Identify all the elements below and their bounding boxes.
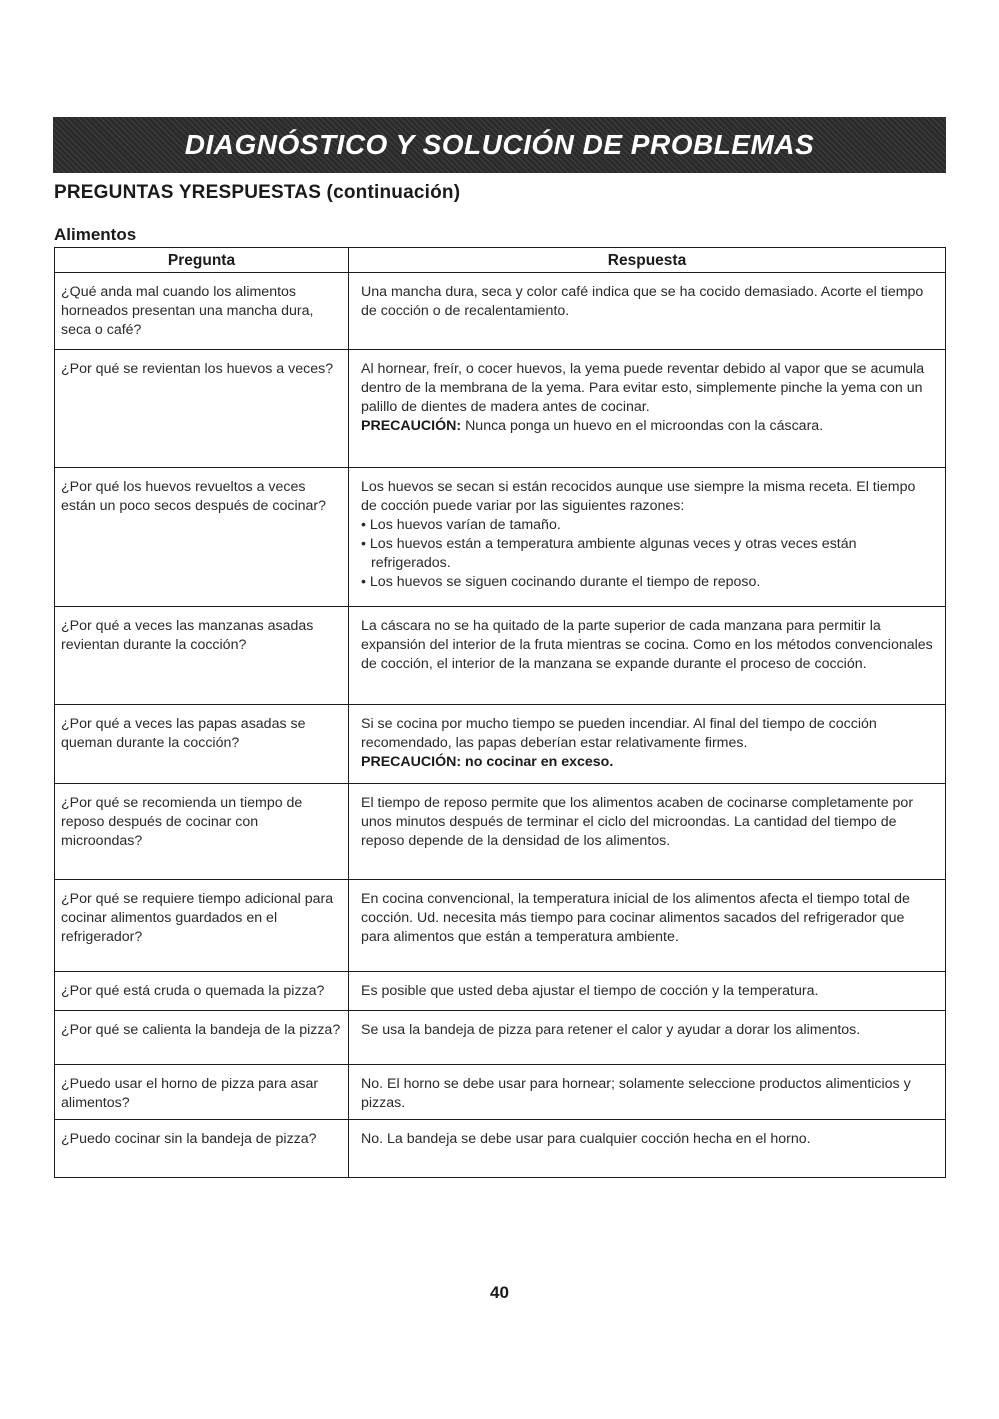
question-cell: ¿Qué anda mal cuando los alimentos horneados presentan una mancha dura, seca o café? (55, 273, 349, 350)
answer-text: Al hornear, freír, o cocer huevos, la yema puede reventar debido al vapor que se acumula dentro de la membrana de la yema. Para evitar esto, simplemente pinche la yema con un palillo de dientes de madera antes de cocinar. (361, 361, 925, 415)
answer-text: El tiempo de reposo permite que los alimentos acaben de cocinarse completamente por unos minutos después de terminar el ciclo del microondas. La cantidad del tiempo de reposo depende de la densidad de los alimentos. (361, 795, 914, 849)
caution-label: PRECAUCIÓN: (361, 418, 462, 434)
answer-text: Los huevos se secan si están recocidos aunque use siempre la misma receta. El tiempo de cocción puede variar por las siguientes razones: (361, 479, 916, 514)
subsection-title: Alimentos (54, 225, 137, 244)
answer-text: Si se cocina por mucho tiempo se pueden incendiar. Al final del tiempo de cocción recomendado, las papas deberían estar relativamente firmes. (361, 716, 877, 751)
answer-text: En cocina convencional, la temperatura inicial de los alimentos afecta el tiempo total de cocción. Ud. necesita más tiempo para cocinar alimentos sacados del refrigerador que para alimentos que están a temperatura ambiente. (361, 891, 910, 945)
answer-cell (349, 880, 946, 972)
table-row (55, 607, 946, 705)
caution-text: PRECAUCIÓN: no cocinar en exceso. (361, 754, 614, 770)
question-cell: ¿Por qué se revientan los huevos a veces? (55, 350, 349, 468)
table-row (55, 1065, 946, 1120)
answer-cell (349, 1065, 946, 1120)
section-banner (53, 117, 946, 173)
table-row (55, 1011, 946, 1065)
table-row (55, 972, 946, 1011)
answer-text: Es posible que usted deba ajustar el tiempo de cocción y la temperatura. (361, 983, 819, 999)
answer-text: No. La bandeja se debe usar para cualquier cocción hecha en el horno. (361, 1131, 811, 1147)
bullet-item: • Los huevos están a temperatura ambiente algunas veces y otras veces están refrigerados. (361, 536, 857, 571)
answer-text: No. El horno se debe usar para hornear; solamente seleccione productos alimenticios y pizzas. (361, 1076, 911, 1111)
question-cell: ¿Por qué los huevos revueltos a veces están un poco secos después de cocinar? (55, 468, 349, 607)
answer-text: Una mancha dura, seca y color café indica que se ha cocido demasiado. Acorte el tiempo de cocción o de recalentamiento. (361, 284, 924, 319)
answer-cell (349, 1120, 946, 1178)
table-row (55, 784, 946, 880)
section-title: PREGUNTAS YRESPUESTAS (continuación) (54, 182, 461, 203)
question-cell: ¿Por qué a veces las papas asadas se queman durante la cocción? (55, 705, 349, 784)
answer-cell (349, 972, 946, 1011)
answer-text: Se usa la bandeja de pizza para retener el calor y ayudar a dorar los alimentos. (361, 1022, 861, 1038)
question-cell: ¿Puedo usar el horno de pizza para asar alimentos? (55, 1065, 349, 1120)
question-cell: ¿Por qué se calienta la bandeja de la pizza? (55, 1011, 349, 1065)
caution-text: Nunca ponga un huevo en el microondas con la cáscara. (465, 418, 824, 434)
table-header-row (55, 248, 946, 273)
bullet-item: • Los huevos se siguen cocinando durante el tiempo de reposo. (361, 574, 761, 590)
question-cell: ¿Puedo cocinar sin la bandeja de pizza? (55, 1120, 349, 1178)
table-row (55, 705, 946, 784)
answer-cell (349, 1011, 946, 1065)
table-row (55, 468, 946, 607)
table-row (55, 880, 946, 972)
answer-cell (349, 607, 946, 705)
column-header-answer: Respuesta (349, 248, 946, 273)
question-cell: ¿Por qué a veces las manzanas asadas revientan durante la cocción? (55, 607, 349, 705)
answer-cell (349, 273, 946, 350)
answer-cell (349, 350, 946, 468)
banner-title: DIAGNÓSTICO Y SOLUCIÓN DE PROBLEMAS (184, 129, 815, 160)
column-header-question: Pregunta (55, 248, 349, 273)
answer-cell (349, 784, 946, 880)
question-cell: ¿Por qué se requiere tiempo adicional para cocinar alimentos guardados en el refrigerador? (55, 880, 349, 972)
table-row (55, 273, 946, 350)
answer-cell (349, 705, 946, 784)
table-row (55, 1120, 946, 1178)
page-number: 40 (490, 1283, 509, 1302)
table-row (55, 350, 946, 468)
bullet-item: • Los huevos varían de tamaño. (361, 517, 561, 533)
qa-table (54, 247, 946, 1178)
answer-text: La cáscara no se ha quitado de la parte superior de cada manzana para permitir la expansión del interior de la fruta mientras se cocina. Como en los métodos convencionales de cocción, el interior de la manzana se expande durante el proceso de cocción. (361, 618, 933, 672)
answer-cell (349, 468, 946, 607)
question-cell: ¿Por qué está cruda o quemada la pizza? (55, 972, 349, 1011)
question-cell: ¿Por qué se recomienda un tiempo de reposo después de cocinar con microondas? (55, 784, 349, 880)
